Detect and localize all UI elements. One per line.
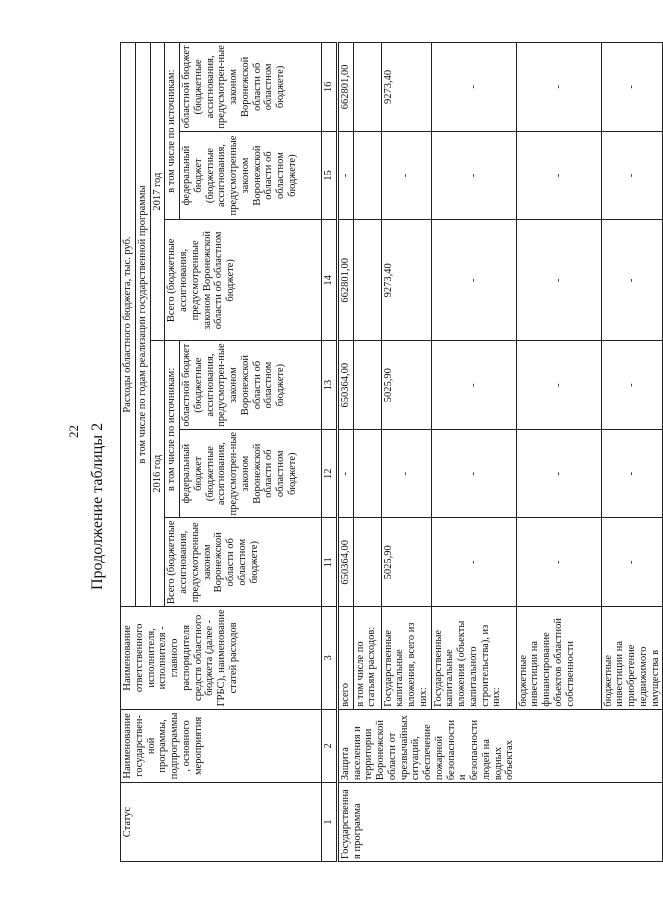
cell-federal-2017: - xyxy=(516,131,601,220)
cell-regional-2016: - xyxy=(601,341,663,430)
cell-federal-2017: - xyxy=(431,131,516,220)
cell-total-2017: 9273,40 xyxy=(381,220,431,341)
header-federal-2017: федеральный бюджет (бюджетные ассигнования, предусмотренные законом Воронежской области об областном бюджете) xyxy=(180,131,322,220)
cell-regional-2017 xyxy=(353,43,381,132)
cell-total-2016: - xyxy=(431,518,516,607)
header-regional-2016: областной бюджет (бюджетные ассигнования, предусмотрен-ные законом Воронежской области об областном бюджете) xyxy=(180,341,322,430)
cell-total-2017: - xyxy=(516,220,601,341)
col-number: 3 xyxy=(322,607,338,710)
cell-federal-2017: - xyxy=(337,131,353,220)
col-number: 15 xyxy=(322,131,338,220)
cell-federal-2016: - xyxy=(337,429,353,518)
cell-federal-2017: - xyxy=(381,131,431,220)
row-label: всего xyxy=(337,607,353,710)
header-program-name: Наименование государствен-ной программы, подпрограммы, основного мероприятия xyxy=(121,709,322,782)
row-label: бюджетные инвестиции на финансирование объектов областной собственности xyxy=(516,607,601,710)
cell-regional-2016: 650364,00 xyxy=(337,341,353,430)
cell-regional-2016: - xyxy=(431,341,516,430)
cell-regional-2017: 662801,00 xyxy=(337,43,353,132)
cell-federal-2016: - xyxy=(601,429,663,518)
cell-total-2017: - xyxy=(431,220,516,341)
header-by-years: в том числе по годам реализации государственной программы xyxy=(135,43,150,607)
header-year-2016: 2016 год xyxy=(150,341,165,607)
cell-regional-2017: - xyxy=(431,43,516,132)
budget-table-container xyxy=(120,42,661,862)
cell-total-2016: 5025,90 xyxy=(381,518,431,607)
cell-regional-2017: - xyxy=(516,43,601,132)
header-executor: Наименование ответственного исполнителя, исполнителя - главного распорядителя средств областного бюджета (далее - ГРБС), наименование статей расходов xyxy=(121,607,322,710)
header-expenses: Расходы областного бюджета, тыс. руб. xyxy=(121,43,136,607)
table-caption: Продолжение таблицы 2 xyxy=(89,422,106,590)
cell-total-2017: - xyxy=(601,220,663,341)
table-row xyxy=(337,43,353,862)
budget-table xyxy=(120,42,663,862)
header-total-2016: Всего (бюджетные ассигнования, предусмотренные законом Воронежской области об областном бюджете) xyxy=(165,518,322,607)
cell-regional-2017: 9273,40 xyxy=(381,43,431,132)
header-sources-2017: в том числе по источникам: xyxy=(165,43,180,220)
cell-regional-2016: - xyxy=(516,341,601,430)
cell-regional-2017: - xyxy=(601,43,663,132)
col-number: 11 xyxy=(322,518,338,607)
row-label: в том числе по статьям расходов: xyxy=(353,607,381,710)
cell-federal-2017: - xyxy=(601,131,663,220)
col-number: 12 xyxy=(322,429,338,518)
header-federal-2016: федеральный бюджет (бюджетные ассигнования, предусмотрен-ные законом Воронежской области об областном бюджете) xyxy=(180,429,322,518)
header-year-2017: 2017 год xyxy=(150,43,165,341)
cell-total-2016: - xyxy=(516,518,601,607)
cell-regional-2016: 5025,90 xyxy=(381,341,431,430)
cell-federal-2016: - xyxy=(381,429,431,518)
cell-regional-2016 xyxy=(353,341,381,430)
col-number: 16 xyxy=(322,43,338,132)
col-number: 2 xyxy=(322,709,338,782)
row-label: Государственные капитальные вложения, всего из них: xyxy=(381,607,431,710)
cell-total-2016: - xyxy=(601,518,663,607)
cell-total-2016 xyxy=(353,518,381,607)
cell-total-2017 xyxy=(353,220,381,341)
col-number: 13 xyxy=(322,341,338,430)
header-sources-2016: в том числе по источникам: xyxy=(165,341,180,518)
header-total-2017: Всего (бюджетные ассигнования, предусмотренные законом Воронежской области об областном бюджете) xyxy=(165,220,322,341)
cell-federal-2016 xyxy=(353,429,381,518)
cell-total-2017: 662801,00 xyxy=(337,220,353,341)
program-name: Защита населения и территории Воронежской области от чрезвычайных ситуаций, обеспечение пожарной безопасности и безопасности людей на водных объектах xyxy=(337,709,663,782)
col-number: 14 xyxy=(322,220,338,341)
header-regional-2017: областной бюджет (бюджетные ассигнования, предусмотрен-ные законом Воронежской области об областном бюджете) xyxy=(180,43,322,132)
cell-federal-2017 xyxy=(353,131,381,220)
col-number: 1 xyxy=(322,783,338,862)
cell-total-2016: 650364,00 xyxy=(337,518,353,607)
cell-federal-2016: - xyxy=(431,429,516,518)
row-label: бюджетные инвестиции на приобретение недвижимого имущества в xyxy=(601,607,663,710)
header-status: Статус xyxy=(121,783,322,862)
cell-federal-2016: - xyxy=(516,429,601,518)
row-label: Государственные капитальные вложения (объекты капитального строительства), из них: xyxy=(431,607,516,710)
page-number: 22 xyxy=(66,425,81,438)
program-status: Государственная программа xyxy=(337,783,663,862)
